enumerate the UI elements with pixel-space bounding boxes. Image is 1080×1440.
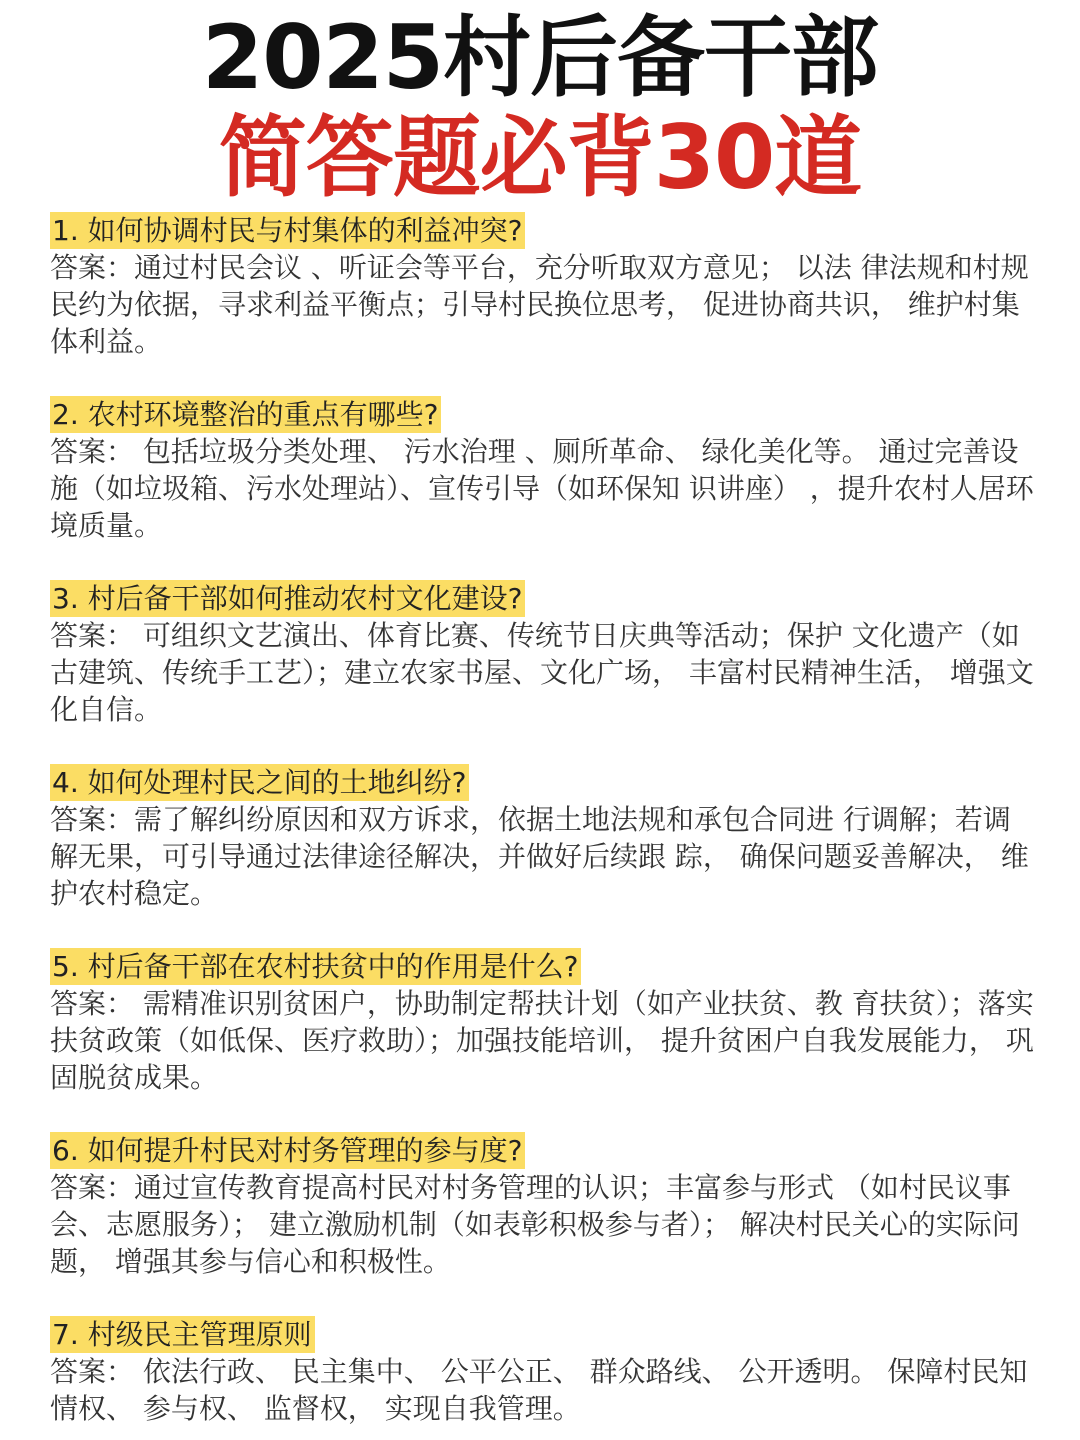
qa-item-3 (50, 580, 1035, 728)
answer-text: 答案：需了解纠纷原因和双方诉求，依据土地法规和承包合同进 行调解；若调解无果，可引导通过法律途径解决，并做好后续跟 踪， 确保问题妥善解决， 维护农村稳定。 (50, 803, 1029, 910)
title-line-2: 简答题必背30道 (218, 106, 862, 209)
qa-item-6 (50, 1132, 1035, 1280)
header (0, 8, 1080, 208)
qa-item-2 (50, 396, 1035, 544)
answer-text: 答案：通过宣传教育提高村民对村务管理的认识；丰富参与形式 （如村民议事会、志愿服务）； 建立激励机制（如表彰积极参与者）； 解决村民关心的实际问题， 增强其参与信心和积极性。 (50, 1171, 1020, 1278)
qa-item-4 (50, 764, 1035, 912)
question-highlight: 7. 村级民主管理原则 (50, 1316, 315, 1353)
qa-item-7 (50, 1316, 1035, 1427)
qa-item-5 (50, 948, 1035, 1096)
answer-text: 答案： 可组织文艺演出、体育比赛、传统节日庆典等活动；保护 文化遗产（如古建筑、传统手工艺）；建立农家书屋、文化广场， 丰富村民精神生活， 增强文化自信。 (50, 619, 1034, 726)
qa-item-1 (50, 212, 1035, 360)
question-highlight: 2. 农村环境整治的重点有哪些? (50, 396, 441, 433)
question-highlight: 3. 村后备干部如何推动农村文化建设? (50, 580, 525, 617)
answer-text: 答案：通过村民会议 、听证会等平台，充分听取双方意见； 以法 律法规和村规民约为依据，寻求利益平衡点；引导村民换位思考， 促进协商共识， 维护村集体利益。 (50, 251, 1029, 358)
question-highlight: 1. 如何协调村民与村集体的利益冲突? (50, 212, 525, 249)
answer-text: 答案： 包括垃圾分类处理、 污水治理 、厕所革命、 绿化美化等。 通过完善设施（如垃圾箱、污水处理站）、宣传引导（如环保知 识讲座） ，提升农村人居环境质量。 (50, 435, 1034, 542)
qa-list (50, 212, 1035, 1427)
answer-text: 答案： 需精准识别贫困户，协助制定帮扶计划（如产业扶贫、教 育扶贫）；落实扶贫政策（如低保、医疗救助）；加强技能培训， 提升贫困户自我发展能力， 巩固脱贫成果。 (50, 987, 1034, 1094)
title-line-1: 2025村后备干部 (202, 6, 878, 109)
question-highlight: 5. 村后备干部在农村扶贫中的作用是什么? (50, 948, 581, 985)
answer-text: 答案： 依法行政、 民主集中、 公平公正、 群众路线、 公开透明。 保障村民知情权、 参与权、 监督权， 实现自我管理。 (50, 1355, 1028, 1425)
question-highlight: 6. 如何提升村民对村务管理的参与度? (50, 1132, 525, 1169)
question-highlight: 4. 如何处理村民之间的土地纠纷? (50, 764, 469, 801)
